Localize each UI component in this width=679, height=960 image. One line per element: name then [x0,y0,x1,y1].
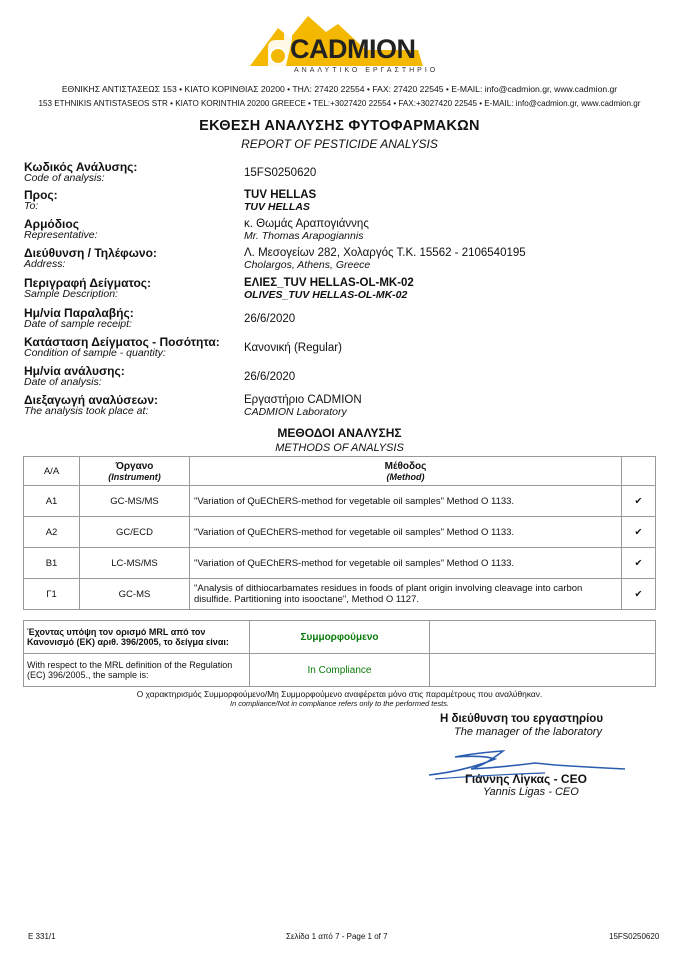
info-row-analysis-date [24,364,664,394]
info-label-en: To: [24,200,39,212]
mrl-empty-cell [430,621,656,654]
analysis-date-value: 26/6/2020 [244,371,296,383]
contact-line-english: 153 ETHNIKIS ANTISTASEOS STR • KIATO KORINTHIA 20200 GREECE • TEL:+3027420 22554 • FAX:+3027420 22545 • E-MAIL: info@cadmion.gr, www.cadmion.gr [38,99,641,108]
mrl-label-greek: Έχοντας υπόψη τον ορισμό MRL από τον Κανονισμό (ΕΚ) αριθ. 396/2005, το δείγμα είναι: [24,621,250,654]
info-label: Ημ/νία Παραλαβής: [24,306,134,320]
methods-title-greek: ΜΕΘΟΔΟΙ ΑΝΑΛΥΣΗΣ [277,426,402,440]
row-method: "Variation of QuEChERS-method for vegetable oil samples" Method O 1133. [190,517,622,548]
row-method: "Variation of QuEChERS-method for vegetable oil samples" Method O 1133. [190,486,622,517]
checkmark-icon: ✔ [622,579,656,610]
table-row [24,579,656,610]
info-row-code [24,160,664,190]
contact-line-greek: ΕΘΝΙΚΗΣ ΑΝΤΙΣΤΑΣΕΩΣ 153 • ΚΙΑΤΟ ΚΟΡΙΝΘΙΑΣ 20200 • ΤΗΛ: 27420 22554 • FAX: 27420 22545 • E-MAIL: info@cadmion.gr, www.cadmion.gr [61,84,618,94]
table-row [24,548,656,579]
row-aa: A1 [24,486,80,517]
mrl-value-english: In Compliance [250,654,430,687]
header-instrument-gr: Όργανο [115,460,154,472]
header-method-en: (Method) [386,471,425,482]
header-method-gr: Μέθοδος [384,460,427,472]
signatory-name-english: Yannis Ligas - CEO [483,786,579,798]
info-label-en: Code of analysis: [24,172,105,184]
footer-report-code: 15FS0250620 [609,932,660,941]
row-instrument: GC-MS/MS [80,486,190,517]
row-instrument: LC-MS/MS [80,548,190,579]
info-label: Ημ/νία ανάλυσης: [24,364,125,378]
table-row [24,517,656,548]
analysis-code-value: 15FS0250620 [244,167,317,179]
checkmark-icon: ✔ [622,548,656,579]
footer-page-number: Σελίδα 1 από 7 - Page 1 of 7 [286,932,388,941]
lab-place-value-en: CADMION Laboratory [244,406,347,418]
info-row-condition [24,335,664,365]
mrl-value-greek: Συμμορφούμενο [250,621,430,654]
report-title-english: REPORT OF PESTICIDE ANALYSIS [241,137,438,151]
signatory-name-greek: Γιάννης Λίγκας - CEO [465,772,587,786]
row-aa: B1 [24,548,80,579]
cadmion-logo [238,10,438,78]
row-method: "Analysis of dithiocarbamates residues in foods of plant origin involving cleavage into carbon disulfide. Partitioning into isooctane", Method O 1127. [190,579,622,610]
mrl-empty-cell [430,654,656,687]
logo-subtitle: ΑΝΑΛΥΤΙΚΟ ΕΡΓΑΣΤΗΡΙΟ [294,67,439,74]
info-label-en: Date of analysis: [24,376,102,388]
info-label-en: Sample Description: [24,288,118,300]
mrl-row-greek [24,621,656,654]
info-row-place [24,393,664,423]
info-label: Περιγραφή Δείγματος: [24,276,152,290]
info-label-en: Representative: [24,229,98,241]
compliance-note-english: In compliance/Not in compliance refers only to the performed tests. [230,699,449,708]
manager-title-greek: Η διεύθυνση του εργαστηρίου [440,713,604,725]
representative-value: κ. Θωμάς Αραπογιάννης [244,218,369,230]
recipient-value: TUV HELLAS [244,189,317,201]
footer-form-code: E 331/1 [28,932,56,941]
info-label: Αρμόδιος [24,217,79,231]
info-row-receipt [24,306,664,336]
row-instrument: GC/ECD [80,517,190,548]
address-value: Λ. Μεσογείων 282, Χολαργός Τ.Κ. 15562 - 2106540195 [244,247,526,259]
methods-table [23,456,656,610]
methods-title-english: METHODS OF ANALYSIS [275,442,404,454]
info-label-en: Address: [24,258,66,270]
header-aa: Α/Α [24,457,80,486]
sample-description-value: ΕΛΙΕΣ_TUV HELLAS-OL-MK-02 [244,277,414,289]
logo-wordmark: CADMION [290,34,416,64]
mrl-label-english: With respect to the MRL definition of the Regulation (EC) 396/2005., the sample is: [24,654,250,687]
info-label-en: The analysis took place at: [24,405,149,417]
condition-value: Κανονική (Regular) [244,342,342,354]
info-label: Κωδικός Ανάλυσης: [24,160,138,174]
info-label-en: Condition of sample - quantity: [24,347,166,359]
checkmark-icon: ✔ [622,486,656,517]
row-method: "Variation of QuEChERS-method for vegetable oil samples" Method O 1133. [190,548,622,579]
recipient-value-en: TUV HELLAS [244,201,310,213]
info-label: Κατάσταση Δείγματος - Ποσότητα: [24,335,220,349]
manager-title-english: The manager of the laboratory [454,726,602,738]
info-row-description [24,276,664,306]
sample-description-value-en: OLIVES_TUV HELLAS-OL-MK-02 [244,289,408,301]
compliance-note-greek: Ο χαρακτηρισμός Συμμορφούμενο/Μη Συμμορφούμενο αναφέρεται μόνο στις παραμέτρους που αναλύθηκαν. [136,689,543,699]
info-label: Διεύθυνση / Τηλέφωνο: [24,246,157,260]
checkmark-icon: ✔ [622,517,656,548]
table-row [24,486,656,517]
info-label: Διεξαγωγή αναλύσεων: [24,393,158,407]
mrl-compliance-table [23,620,656,687]
row-aa: Γ1 [24,579,80,610]
header-instrument [80,457,190,486]
header-instrument-en: (Instrument) [108,471,161,482]
address-value-en: Cholargos, Athens, Greece [244,259,371,271]
info-label: Προς: [24,188,58,202]
info-row-representative [24,217,664,247]
receipt-date-value: 26/6/2020 [244,313,296,325]
methods-header-row [24,457,656,486]
header-method [190,457,622,486]
row-instrument: GC-MS [80,579,190,610]
info-label-en: Date of sample receipt: [24,318,132,330]
header-check [622,457,656,486]
info-row-to [24,188,664,218]
mrl-row-english [24,654,656,687]
info-row-address [24,246,664,276]
representative-value-en: Mr. Thomas Arapogiannis [244,230,364,242]
report-title-greek: ΕΚΘΕΣΗ ΑΝΑΛΥΣΗΣ ΦΥΤΟΦΑΡΜΑΚΩΝ [199,118,480,134]
row-aa: A2 [24,517,80,548]
lab-place-value: Εργαστήριο CADMION [244,394,362,406]
